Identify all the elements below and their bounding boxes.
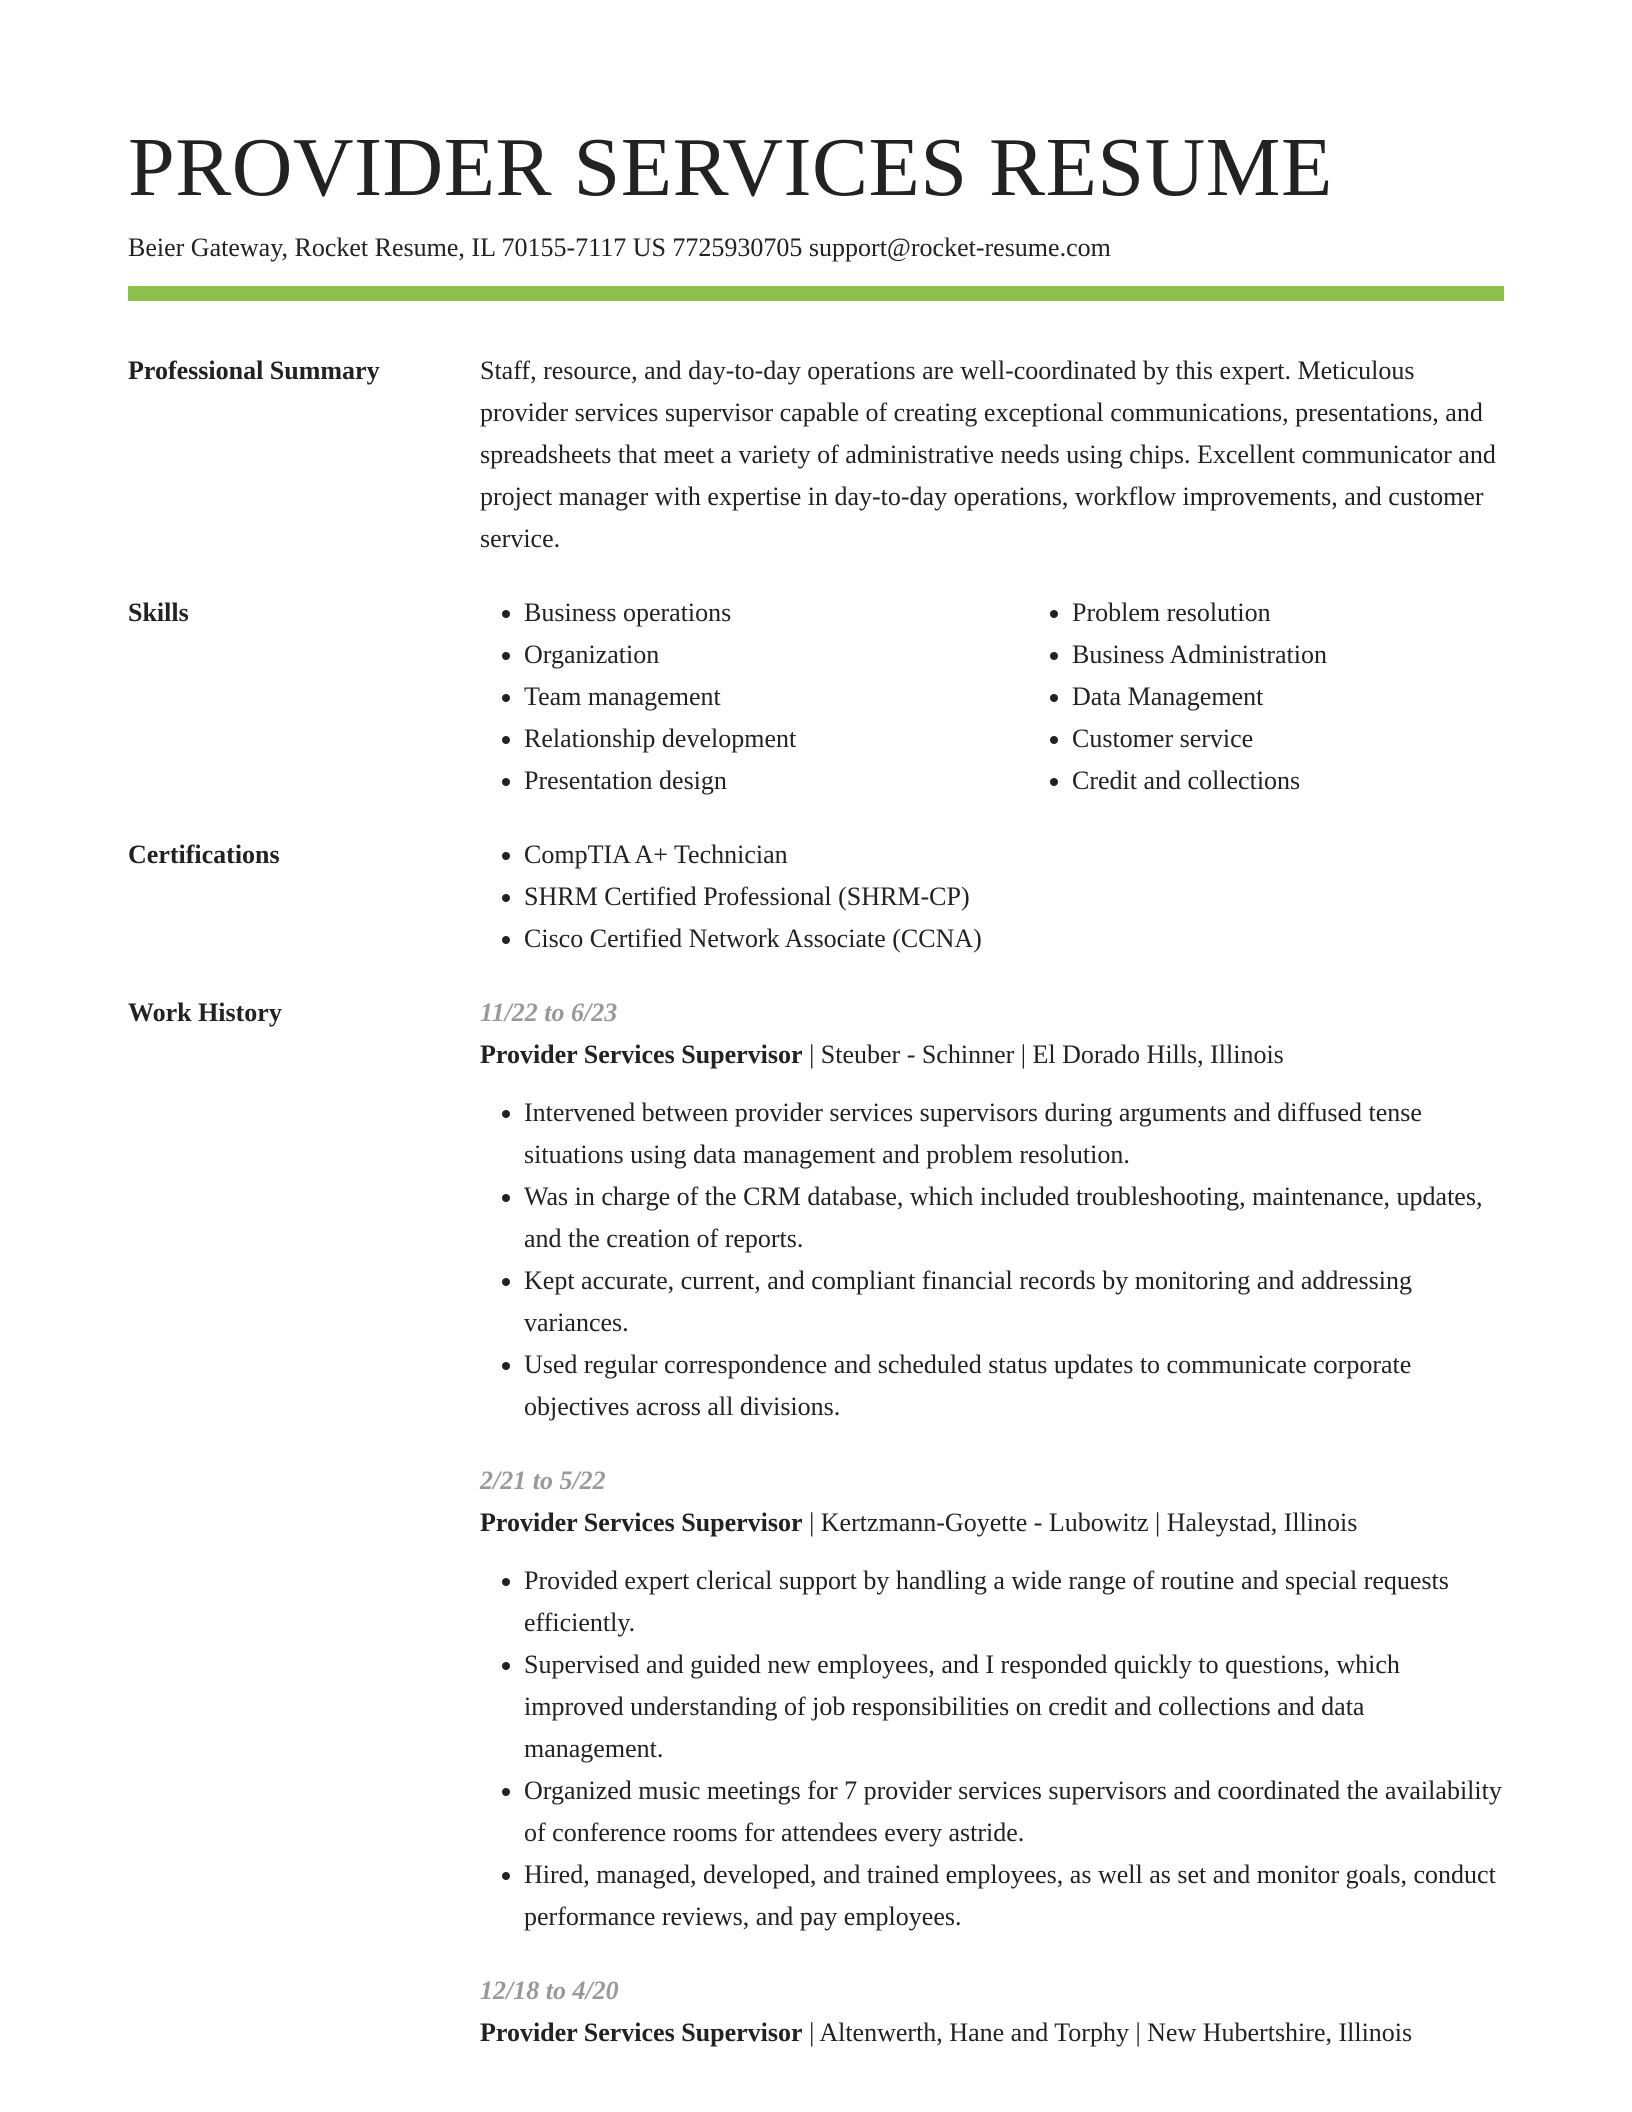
job-entry [480, 1460, 1504, 1938]
skills-list-left [480, 592, 1028, 802]
skill-item: • Problem resolution [1072, 592, 1532, 634]
job-bullet: • Kept accurate, current, and compliant financial records by monitoring and addressing variances. [524, 1260, 1504, 1344]
resume-title: PROVIDER SERVICES RESUME [128, 121, 1333, 214]
section-label: Professional Summary [128, 356, 380, 385]
certifications-section [128, 834, 1504, 960]
job-bullet: • Hired, managed, developed, and trained employees, as well as set and monitor goals, conduct performance reviews, and pay employees. [524, 1854, 1504, 1938]
skill-item: • Relationship development [524, 718, 1028, 760]
job-bullet: • Intervened between provider services supervisors during arguments and diffused tense situations using data management and problem resolution. [524, 1092, 1504, 1176]
summary-text: Staff, resource, and day-to-day operations are well-coordinated by this expert. Meticulous provider services supervisor capable of creating exceptional communications, presentations, and spreadsheets that meet a variety of administrative needs using chips. Excellent communicator and project manager with expertise in day-to-day operations, workflow improvements, and customer service. [480, 356, 1496, 553]
skill-item: • Credit and collections [1072, 760, 1532, 802]
skill-item: • Business operations [524, 592, 1028, 634]
job-bullet: • Supervised and guided new employees, and I responded quickly to questions, which improved understanding of job responsibilities on credit and collections and data management. [524, 1644, 1504, 1770]
job-dates: 12/18 to 4/20 [480, 1976, 619, 2005]
job-bullets [480, 1092, 1504, 1428]
skill-item: • Presentation design [524, 760, 1028, 802]
job-title-line [480, 1034, 1504, 1076]
skills-section [128, 592, 1504, 802]
job-details: | Kertzmann-Goyette - Lubowitz | Haleystad, Illinois [802, 1508, 1358, 1537]
certification-item: • CompTIA A+ Technician [524, 834, 1504, 876]
job-bullet: • Provided expert clerical support by handling a wide range of routine and special requests efficiently. [524, 1560, 1504, 1644]
job-title: Provider Services Supervisor [480, 2018, 803, 2047]
job-title-line [480, 1502, 1504, 1544]
resume-sections [128, 350, 1504, 2102]
professional-summary-section [128, 350, 1504, 560]
certification-item: • SHRM Certified Professional (SHRM-CP) [524, 876, 1504, 918]
skill-item: • Organization [524, 634, 1028, 676]
job-dates: 11/22 to 6/23 [480, 998, 618, 1027]
job-entry [480, 1970, 1504, 2054]
certifications-list [480, 834, 1504, 960]
skill-item: • Business Administration [1072, 634, 1532, 676]
job-details: | Altenwerth, Hane and Torphy | New Hubertshire, Illinois [802, 2018, 1413, 2047]
section-label: Skills [128, 598, 189, 627]
work-history-section [128, 992, 1504, 2070]
skill-item: • Team management [524, 676, 1028, 718]
job-bullet: • Organized music meetings for 7 provider services supervisors and coordinated the availability of conference rooms for attendees every astride. [524, 1770, 1504, 1854]
skills-list-right [1028, 592, 1532, 802]
job-bullets [480, 1560, 1504, 1938]
job-bullet: • Used regular correspondence and scheduled status updates to communicate corporate objectives across all divisions. [524, 1344, 1504, 1428]
certification-item: • Cisco Certified Network Associate (CCNA) [524, 918, 1504, 960]
job-title-line [480, 2012, 1504, 2054]
job-details: | Steuber - Schinner | El Dorado Hills, Illinois [802, 1040, 1284, 1069]
contact-info: Beier Gateway, Rocket Resume, IL 70155-7117 US 7725930705 support@rocket-resume.com [128, 233, 1111, 262]
section-label: Certifications [128, 840, 280, 869]
job-dates: 2/21 to 5/22 [480, 1466, 606, 1495]
section-body [480, 834, 1504, 960]
job-title: Provider Services Supervisor [480, 1508, 803, 1537]
section-body [480, 350, 1504, 560]
skill-item: • Data Management [1072, 676, 1532, 718]
section-label: Work History [128, 998, 282, 1027]
section-body [480, 992, 1504, 2070]
skills-grid [480, 592, 1532, 802]
header-divider [128, 286, 1504, 301]
job-entry [480, 992, 1504, 1428]
job-title: Provider Services Supervisor [480, 1040, 803, 1069]
job-bullet: • Was in charge of the CRM database, which included troubleshooting, maintenance, updates, and the creation of reports. [524, 1176, 1504, 1260]
skill-item: • Customer service [1072, 718, 1532, 760]
